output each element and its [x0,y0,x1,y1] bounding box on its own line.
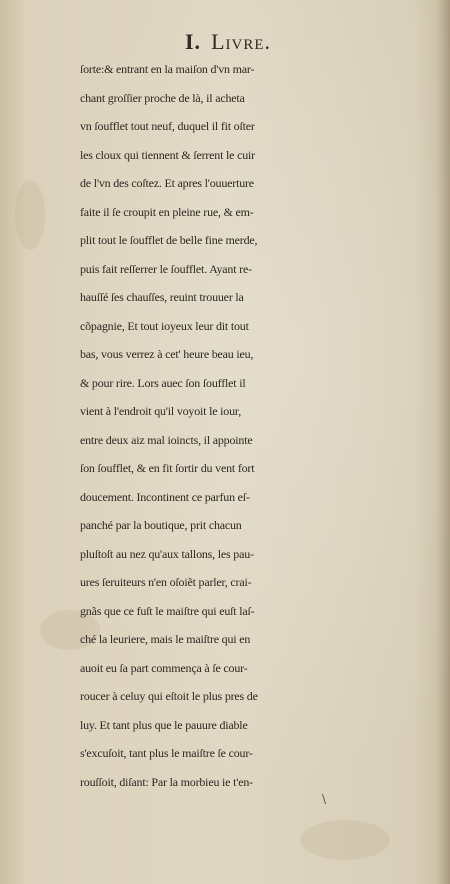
text-line: vn ſoufflet tout neuf, duquel il fit oſter [80,119,255,133]
text-line: ſon ſoufflet, & en fit ſortir du vent fort [80,461,255,475]
header-book-title: Livre. [211,29,271,54]
text-line: auoit eu ſa part commença à ſe cour- [80,660,248,675]
text-line: de l'vn des coſtez. Et apres l'ouuerture [80,176,254,190]
text-line: pluſtoſt au nez qu'aux tallons, les pau- [80,546,254,561]
text-line: vient à l'endroit qu'il voyoit le iour, [80,404,242,418]
paper-stain [15,180,45,250]
text-line: panché par la boutique, prit chacun [80,518,242,532]
paper-stain [300,820,390,860]
text-line: puis fait reſſerrer le ſoufflet. Ayant re- [80,261,252,276]
body-text [80,55,450,796]
ink-mark: \ [322,792,327,806]
text-line: hauſſé ſes chauſſes, reuint trouuer la [80,290,244,304]
page-edge-shadow [436,0,450,884]
text-line: plit tout le ſoufflet de belle fine merde, [80,233,258,247]
text-line: roucer à celuy qui eſtoit le plus pres de [80,689,258,703]
text-line: bas, vous verrez à cet' heure beau ieu, [80,347,254,361]
text-line: entre deux aiz mal ioincts, il appointe [80,432,253,447]
text-line: s'excuſoit, tant plus le maiſtre ſe cour- [80,746,253,760]
header-book-number: I. [185,29,202,54]
text-line: gnãs que ce fuſt le maiſtre qui euſt laſ- [80,603,255,618]
text-line: rouſſoit, diſant: Par la morbieu ie t'en- [80,774,253,789]
text-line: doucement. Incontinent ce parfun eſ- [80,489,250,504]
text-line: les cloux qui tiennent & ſerrent le cuir [80,147,255,162]
text-line: faite il ſe croupit en pleine rue, & em- [80,204,254,219]
running-header [185,28,345,56]
text-line: chant groſſier proche de là, il acheta [80,90,245,105]
text-line: ché la leuriere, mais le maiſtre qui en [80,632,251,646]
text-line: ſorte:& entrant en la maiſon d'vn mar- [80,62,255,76]
text-line: & pour rire. Lors auec ſon ſoufflet il [80,375,246,390]
text-line: luy. Et tant plus que le pauure diable [80,717,248,732]
text-line: ures ſeruiteurs n'en oſoiẽt parler, crai- [80,575,252,589]
text-line: cõpagnie, Et tout ioyeux leur dit tout [80,318,249,333]
